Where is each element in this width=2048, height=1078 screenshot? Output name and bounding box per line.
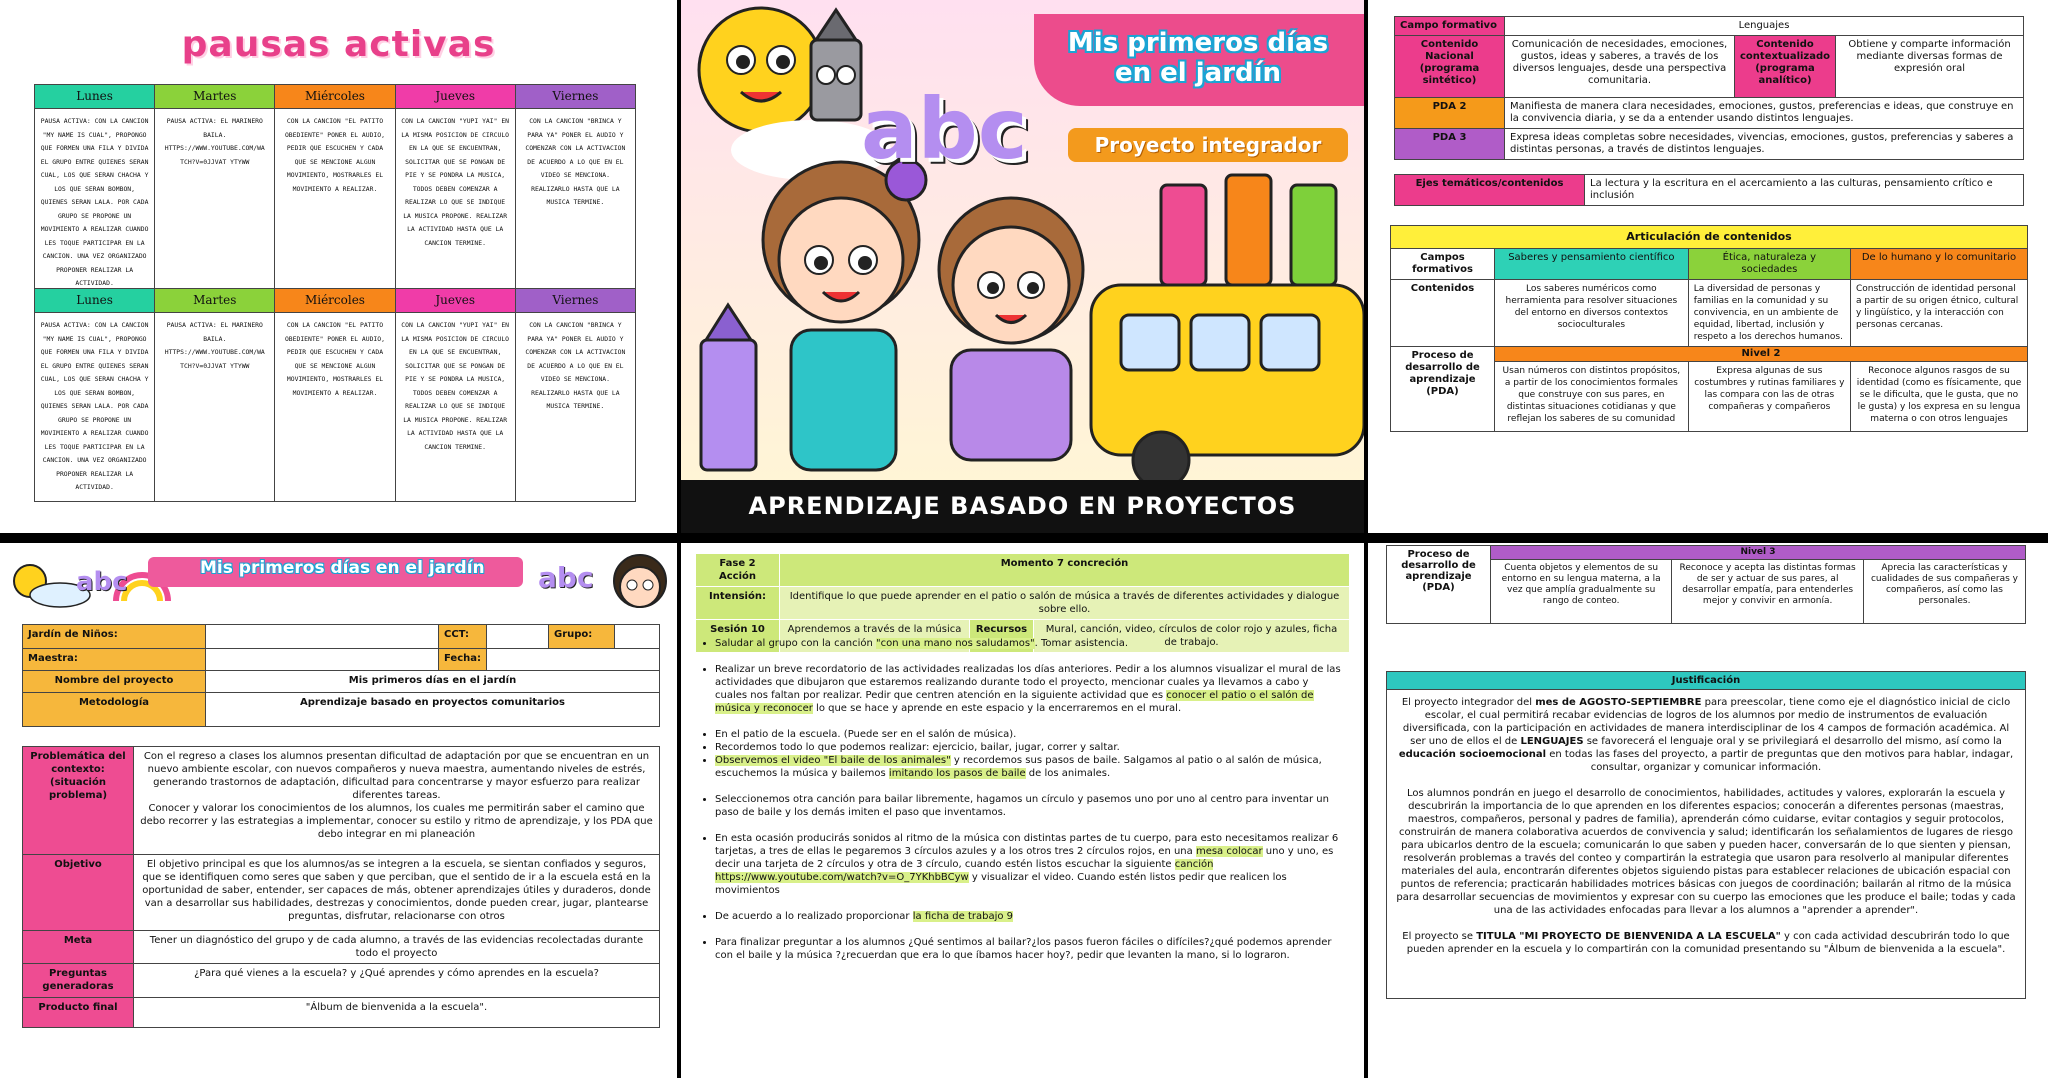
campo-3: De lo humano y lo comunitario bbox=[1850, 249, 2027, 280]
justificacion-box bbox=[1386, 671, 2026, 999]
campo-1: Saberes y pensamiento científico bbox=[1495, 249, 1689, 280]
header-title: Mis primeros días en el jardín bbox=[200, 558, 485, 578]
campo-label: Campo formativo bbox=[1395, 17, 1505, 36]
jardin-value[interactable] bbox=[206, 625, 439, 649]
nombre-value: Mis primeros días en el jardín bbox=[206, 671, 660, 693]
abc-letters: abc bbox=[861, 80, 1028, 178]
day-header: Lunes bbox=[35, 289, 155, 313]
pda-3: Aprecia las características y cualidades de sus compañeras y compañeros, así como las personales. bbox=[1863, 560, 2025, 624]
articulacion-title: Articulación de contenidos bbox=[1391, 226, 2028, 249]
crayon-orange-icon bbox=[1226, 175, 1271, 285]
list-item: • En el patio de la escuela. (Puede ser en el salón de música). bbox=[715, 728, 1341, 741]
pda2-value: Manifiesta de manera clara necesidades, emociones, gustos, preferencias e ideas, que construye en la convivencia diaria, y se da a entender usando distintos lenguajes. bbox=[1505, 98, 2024, 129]
girl-face-icon bbox=[614, 555, 666, 607]
contenidos-label: Contenidos bbox=[1391, 280, 1495, 347]
cn-value: Comunicación de necesidades, emociones, gustos, ideas y saberes, a través de los diversos lenguajes, desde una perspectiva comunitaria. bbox=[1505, 36, 1735, 98]
sesion-label: Sesión 10 bbox=[696, 620, 780, 653]
cc-label: Contenido contextualizado (programa analítico) bbox=[1735, 36, 1836, 98]
datos-table bbox=[22, 624, 660, 727]
proyecto-table bbox=[22, 746, 660, 1028]
list-item: • De acuerdo a lo realizado proporcionar la ficha de trabajo 9 bbox=[715, 910, 1341, 923]
crayon-grey-icon bbox=[811, 10, 861, 120]
weekly-table-2 bbox=[34, 288, 636, 502]
planning-page-4 bbox=[1368, 543, 2048, 1078]
day-header: Jueves bbox=[395, 289, 515, 313]
fase-label: Fase 2 Acción bbox=[696, 554, 780, 587]
contenido-1: Los saberes numéricos como herramienta para resolver situaciones del entorno en diversos contextos socioculturales bbox=[1495, 280, 1689, 347]
day-header: Martes bbox=[155, 85, 275, 109]
nombre-label: Nombre del proyecto bbox=[23, 671, 206, 693]
problematica-label: Problemática del contexto: (situación problema) bbox=[23, 747, 134, 855]
fecha-value[interactable] bbox=[487, 649, 660, 671]
problematica-value bbox=[134, 747, 660, 855]
list-item: • En esta ocasión producirás sonidos al ritmo de la música con distintas partes de tu cuerpo, para esto necesitamos realizar 6 tarjetas, a tres de ellas le pegaremos 3 círculos azules y a los otros tres 2 círculos rojos, en una mesa colocar uno y uno, es decir una tarjeta de 2 círculos y otra de 3 círculo, cuando estén listos escuchar la siguiente canción https://www.youtube.com/watch?v=O_7YKhbBCyw y visualizar el video. Cuando estén listos pedir que realicen los movimientos bbox=[715, 832, 1341, 897]
boy-illustration bbox=[939, 198, 1083, 460]
producto-value: "Álbum de bienvenida a la escuela". bbox=[134, 998, 660, 1028]
momento-label: Momento 7 concreción bbox=[780, 554, 1350, 587]
intencion-value: Identifique lo que puede aprender en el patio o salón de música a través de diferentes actividades y dialogue sobre ello. bbox=[780, 587, 1350, 620]
activity-cell: PAUSA ACTIVA: EL MARINERO BAILA. HTTPS://WWW.YOUTUBE.COM/WA TCH?V=0JJVAT YTYWW bbox=[155, 313, 275, 502]
day-header: Miércoles bbox=[275, 85, 395, 109]
recursos-label: Recursos bbox=[970, 620, 1034, 653]
abc-letters: abc bbox=[76, 567, 128, 597]
activity-cell: CON LA CANCION "EL PATITO OBEDIENTE" PONER EL AUDIO, PEDIR QUE ESCUCHEN Y CADA QUE SE MENCIONE ALGUN MOVIMIENTO, MOSTRARLES EL MOVIMIENTO A REALIZAR. bbox=[275, 109, 395, 298]
grupo-value[interactable] bbox=[615, 625, 660, 649]
pda-1: Cuenta objetos y elementos de su entorno en su lengua materna, a la vez que amplía gradualmente su rango de conteo. bbox=[1491, 560, 1672, 624]
crayon-green-icon bbox=[1291, 185, 1336, 285]
contenido-3: Construcción de identidad personal a partir de su origen étnico, cultural y lingüístico, y la interacción con personas cercanas. bbox=[1850, 280, 2027, 347]
banner-main: APRENDIZAJE BASADO EN PROYECTOS bbox=[748, 492, 1297, 520]
cover-subtitle: Proyecto integrador bbox=[1068, 128, 1348, 162]
activity-cell: CON LA CANCION "BRINCA Y PARA YA" PONER EL AUDIO Y COMENZAR CON LA ACTIVACION DE ACUERDO A LO QUE EN EL VIDEO SE MENCIONA. REALIZARLO HASTA QUE LA MUSICA TERMINE. bbox=[515, 313, 635, 502]
preguntas-label: Preguntas generadoras bbox=[23, 964, 134, 998]
pda-2: Expresa algunas de sus costumbres y rutinas familiares y las compara con las de otras compañeras y compañeros bbox=[1688, 362, 1850, 432]
list-item: • Observemos el video "El baile de los animales" y recordemos sus pasos de baile. Salgamos al patio o al salón de música, escuchemos la música y bailemos imitando los pasos de baile de los animales. bbox=[715, 754, 1341, 780]
grupo-label: Grupo: bbox=[549, 625, 615, 649]
proceso-label: Proceso de desarrollo de aprendizaje (PDA) bbox=[1387, 546, 1491, 624]
pda3-label: PDA 3 bbox=[1395, 129, 1505, 160]
sesion-value: Aprendemos a través de la música bbox=[780, 620, 970, 653]
pda-nivel3-table bbox=[1386, 545, 2026, 624]
pda-3: Reconoce algunos rasgos de su identidad (como es físicamente, que se le dificulta, que le gusta, que no le gusta) y los expresa en su lengua materna o con otros lenguajes bbox=[1850, 362, 2027, 432]
pda2-label: PDA 2 bbox=[1395, 98, 1505, 129]
cc-value: Obtiene y comparte información mediante diversas formas de expresión oral bbox=[1836, 36, 2024, 98]
contenido-2: La diversidad de personas y familias en la comunidad y su convivencia, en un ambiente de equidad, libertad, inclusión y respeto a los derechos humanos. bbox=[1688, 280, 1850, 347]
cover-banner bbox=[681, 480, 1364, 533]
meta-value: Tener un diagnóstico del grupo y de cada alumno, a través de las evidencias recolectadas durante todo el proyecto bbox=[134, 931, 660, 964]
planning-page-3 bbox=[681, 543, 1364, 1078]
day-header: Miércoles bbox=[275, 289, 395, 313]
day-header: Viernes bbox=[515, 289, 635, 313]
activity-cell: CON LA CANCION "BRINCA Y PARA YA" PONER EL AUDIO Y COMENZAR CON LA ACTIVACION DE ACUERDO A LO QUE EN EL VIDEO SE MENCIONA. REALIZARLO HASTA QUE LA MUSICA TERMINE. bbox=[515, 109, 635, 298]
maestra-value[interactable] bbox=[206, 649, 439, 671]
ejes-label: Ejes temáticos/contenidos bbox=[1395, 175, 1585, 206]
cct-label: CCT: bbox=[439, 625, 487, 649]
video-link[interactable]: canción https://www.youtube.com/watch?v=O_7YKhbBCyw bbox=[715, 859, 1214, 883]
pda3-value: Expresa ideas completas sobre necesidades, vivencias, emociones, gustos, preferencias y saberes a distintas personas, a través de distintos lenguajes. bbox=[1505, 129, 2024, 160]
ejes-table bbox=[1394, 174, 2024, 206]
campo-value: Lenguajes bbox=[1505, 17, 2024, 36]
pausas-title: pausas activas bbox=[181, 24, 496, 65]
list-item: • Saludar al grupo con la canción "con una mano nos saludamos". Tomar asistencia. bbox=[715, 637, 1341, 650]
intencion-label: Intensión: bbox=[696, 587, 780, 620]
list-item: • Realizar un breve recordatorio de las actividades realizadas los días anteriores. Pedir a los alumnos visualizar el mural de las actividades que dibujaron que estaremos realizando durante todo el proyecto, mencionar cuales ya llevamos a cabo y cuales nos faltan por realizar. Pedir que centren atención en la siguiente actividad que es conocer el patio o el salón de música y reconocer lo que se hace y aprende en este espacio y la encerraremos en el mural. bbox=[715, 663, 1341, 715]
objetivo-label: Objetivo bbox=[23, 855, 134, 931]
articulacion-table bbox=[1390, 225, 2028, 432]
activity-cell: PAUSA ACTIVA: EL MARINERO BAILA. HTTPS://WWW.YOUTUBE.COM/WA TCH?V=0JJVAT YTYWW bbox=[155, 109, 275, 298]
cn-label: Contenido Nacional (programa sintético) bbox=[1395, 36, 1505, 98]
producto-label: Producto final bbox=[23, 998, 134, 1028]
list-item: • Seleccionemos otra canción para bailar libremente, hagamos un círculo y pasemos uno por uno al centro para inventar un paso de baile y los demás imiten el paso que inventamos. bbox=[715, 793, 1341, 819]
activity-cell: CON LA CANCION "EL PATITO OBEDIENTE" PONER EL AUDIO, PEDIR QUE ESCUCHEN Y CADA QUE SE MENCIONE ALGUN MOVIMIENTO, MOSTRARLES EL MOVIMIENTO A REALIZAR. bbox=[275, 313, 395, 502]
planning-page-2 bbox=[0, 543, 677, 1078]
problematica-text-2: Conocer y valorar los conocimientos de los alumnos, los cuales me permitirán saber el camino que debo recorrer y las estrategias a implementar, conocer su estilo y ritmo de aprendizaje, y los PDA que debo integrar en mi planeación bbox=[140, 803, 653, 840]
list-item: • Recordemos todo lo que podemos realizar: ejercicio, bailar, jugar, correr y saltar. bbox=[715, 741, 1341, 754]
cover-title: Mis primeros días en el jardín bbox=[1067, 28, 1329, 88]
cct-value[interactable] bbox=[487, 625, 549, 649]
activity-cell: PAUSA ACTIVA: CON LA CANCION "MY NAME IS CUAL", PROPONGO QUE FORMEN UNA FILA Y DIVIDA EL GRUPO ENTRE QUIENES SERAN CUAL, LOS QUE SERAN CHACHA Y LOS QUE SERAN BOMBON, QUIENES SERAN LALA. POR CADA GRUPO SE PROPONE UN MOVIMIENTO A REALIZAR CUANDO LES TOQUE PARTICIPAR EN LA CANCION. UNA VEZ ORGANIZADO PROPONER REALIZAR LA ACTIVIDAD. bbox=[35, 109, 155, 298]
nivel-2: Nivel 2 bbox=[1495, 347, 2028, 362]
planning-page-1 bbox=[1368, 0, 2048, 533]
activity-cell: CON LA CANCION "YUPI YAI" EN LA MISMA POSICION DE CIRCULO EN LA QUE SE ENCUENTRAN, SOLICITAR QUE SE PONGAN DE PIE Y SE PONDRA LA MUSICA, TODOS DEBEN COMENZAR A REALIZAR LO QUE SE INDIQUE LA MUSICA PROPONE. REALIZAR LA ACTIVIDAD HASTA QUE LA CANCION TERMINE. bbox=[395, 109, 515, 298]
justificacion-body bbox=[1387, 690, 2025, 975]
justificacion-title: Justificación bbox=[1387, 672, 2025, 690]
activity-cell: CON LA CANCION "YUPI YAI" EN LA MISMA POSICION DE CIRCULO EN LA QUE SE ENCUENTRAN, SOLICITAR QUE SE PONGAN DE PIE Y SE PONDRA LA MUSICA, TODOS DEBEN COMENZAR A REALIZAR LO QUE SE INDIQUE LA MUSICA PROPONE. REALIZAR LA ACTIVIDAD HASTA QUE LA CANCION TERMINE. bbox=[395, 313, 515, 502]
nivel-3: Nivel 3 bbox=[1491, 546, 2026, 560]
proceso-label: Proceso de desarrollo de aprendizaje (PDA) bbox=[1391, 347, 1495, 432]
fecha-label: Fecha: bbox=[439, 649, 487, 671]
pausas-activas-page bbox=[0, 0, 677, 533]
girl-illustration bbox=[763, 160, 926, 470]
pda-2: Reconoce y acepta las distintas formas de ser y actuar de sus pares, al desarrollar empatía, para entenderles mejor y convivir en armonía. bbox=[1672, 560, 1864, 624]
activity-list bbox=[701, 637, 1341, 975]
justificacion-p1: El proyecto integrador del mes de AGOSTO-SEPTIEMBRE para preescolar, tiene como eje el diagnóstico inicial de ciclo escolar, el cual permitirá recabar evidencias de logros de los alumnos por medio de instrumentos de evaluación diversificada, con la participación en actividades de manera interdisciplinar de los 4 campos de formación académica. Al ser uno de ellos el de LENGUAJES se favorecerá el lenguaje oral y se privilegiará el desarrollo del mismo, así como la educación socioemocional en todas las fases del proyecto, a partir de preguntas que den motivos para hablar, indagar, consultar, organizar y comunicar información. bbox=[1398, 697, 2014, 773]
meta-label: Meta bbox=[23, 931, 134, 964]
sun-icon bbox=[699, 8, 823, 132]
maestra-label: Maestra: bbox=[23, 649, 206, 671]
jardin-label: Jardín de Niños: bbox=[23, 625, 206, 649]
day-header: Jueves bbox=[395, 85, 515, 109]
justificacion-p2: Los alumnos pondrán en juego el desarrollo de conocimientos, habilidades, actitudes y valores, explorarán la escuela y descubrirán la importancia de lo que aprenden en los diferentes espacios; conocerán a diferentes personas (maestras, maestros, compañeros, personal y padres de familia), aprenderán cómo cuidarse, evitar contagios y seguir protocolos, construirán de manera colaborativa acuerdos de convivencia y salud; identificarán los señalamientos de lugares de riesgo para ubicarlos dentro de la escuela; comunicarán lo que saben y pueden hacer, conversarán de lo que sienten y piensan, resolverán problemas a través del conteo y compartirán la estrategia que usaron para resolverlo al manipular diferentes materiales del aula, encontrarán diferentes objetos siguiendo pistas para establecer relaciones de ubicación espacial con puntos de referencia; practicarán habilidades motrices básicas con juegos de coordinación; bailarán al ritmo de la música para desarrollar secuencias de movimientos y expresar con su cuerpo las emociones que les produce el baile; todas y cada una de las actividades enfocadas para llevar a los alumnos a "aprender a aprender". bbox=[1396, 788, 2016, 916]
activity-cell: PAUSA ACTIVA: CON LA CANCION "MY NAME IS CUAL", PROPONGO QUE FORMEN UNA FILA Y DIVIDA EL GRUPO ENTRE QUIENES SERAN CUAL, LOS QUE SERAN CHACHA Y LOS QUE SERAN BOMBON, QUIENES SERAN LALA. POR CADA GRUPO SE PROPONE UN MOVIMIENTO A REALIZAR CUANDO LES TOQUE PARTICIPAR EN LA CANCION. UNA VEZ ORGANIZADO PROPONER REALIZAR LA ACTIVIDAD. bbox=[35, 313, 155, 502]
abc-letters: abc bbox=[538, 561, 594, 594]
pda-1: Usan números con distintos propósitos, a partir de los conocimientos formales que construye con sus pares, en distintas situaciones cotidianas y que reflejan los saberes de su comunidad bbox=[1495, 362, 1689, 432]
day-header: Martes bbox=[155, 289, 275, 313]
day-header: Viernes bbox=[515, 85, 635, 109]
weekly-table-1 bbox=[34, 84, 636, 298]
campo-2: Ética, naturaleza y sociedades bbox=[1688, 249, 1850, 280]
metodologia-value: Aprendizaje basado en proyectos comunitarios bbox=[206, 693, 660, 727]
justificacion-p3: El proyecto se TITULA "MI PROYECTO DE BIENVENIDA A LA ESCUELA" y con cada actividad descubrirán todo lo que pueden aprender en la escuela y lo compartirán con la comunidad presentando su "Álbum de bienvenida a la escuela". bbox=[1402, 931, 2010, 955]
metodologia-label: Metodología bbox=[23, 693, 206, 727]
crayon-purple-icon bbox=[701, 305, 756, 470]
campos-label: Campos formativos bbox=[1391, 249, 1495, 280]
list-item: • Para finalizar preguntar a los alumnos ¿Qué sentimos al bailar?¿los pasos fueron fáciles o difíciles?¿qué podemos aprender con el baile y la música ?¿recuerdan que era lo que íbamos hacer hoy?, pedir que levanten la mano, si lo lograron. bbox=[715, 936, 1341, 962]
campo-table bbox=[1394, 16, 2024, 160]
problematica-text-1: Con el regreso a clases los alumnos presentan dificultad de adaptación por que se encuentran en un nuevo ambiente escolar, con nuevos compañeros y nueva maestra, aumentando niveles de estrés, generando trastornos de adaptación, dificultad para concentrarse y mayor esfuerzo para realizar diferentes tareas. bbox=[143, 751, 650, 801]
objetivo-value: El objetivo principal es que los alumnos/as se integren a la escuela, se sientan confiados y seguros, que se identifiquen como seres que saben y que perciban, que el sentido de ir a la escuela está en la oportunidad de saber, entender, ser capaces de más, obtener aprendizajes útiles y duraderos, donde van a desarrollar sus habilidades, destrezas y conocimientos, donde pueden crear, jugar, plantearse preguntas, disfrutar, relacionarse con otros bbox=[134, 855, 660, 931]
ejes-value: La lectura y la escritura en el acercamiento a las culturas, pensamiento crítico e inclusión bbox=[1585, 175, 2024, 206]
school-bus-icon bbox=[1091, 285, 1364, 480]
day-header: Lunes bbox=[35, 85, 155, 109]
recursos-value: Mural, canción, video, círculos de color rojo y azules, ficha de trabajo. bbox=[1034, 620, 1350, 653]
preguntas-value: ¿Para qué vienes a la escuela? y ¿Qué aprendes y cómo aprendes en la escuela? bbox=[134, 964, 660, 998]
crayon-pink-icon bbox=[1161, 185, 1206, 285]
cover-page bbox=[681, 0, 1364, 533]
